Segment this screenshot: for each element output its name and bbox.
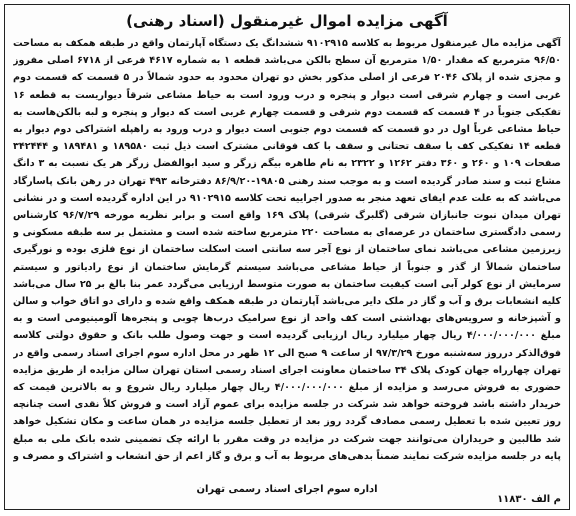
notice-body: آگهی مزایده مال غیرمنقول مربوط به کلاسه ۹۱۰۲۹۱۵ ششدانگ یک دستگاه آپارتمان واقع در طبقه همکف به مساحت ۹۶/۵۰ مترمربع که مقدار ۱/۵۰ مترمربع آن سطح بالکن می‌باشد قطعه ۱ به شماره ۴۶۱۷ فرعی از ۶۷۱۸ اصلی مفروز و مجزی شده از پلاک ۲۰۴۶ فرعی از اصلی مذکور بخش دو تهران محدود به حدود شمالاً در ۵ قسمت که قسمت دوم غربی است و چهارم شرقی است دیوار و پنجره و درب ورود است به حیاط مشاعی شرقاً دیواریست به قطعه ۱۶ تفکیکی جنوباً در ۴ قسمت که قسمت دوم شرقی و قسمت چهارم غربی است که دیوار و پنجره و لبه بالکن‌هاست به حیاط مشاعی غرباً اول در دو قسمت که قسمت دوم جنوبی است دیوار و درب ورود به راهپله اشتراکی دوم دیوار به قطعه ۱۴ تفکیکی کف با سقف تحتانی و سقف با کف فوقانی مشترک است ذیل ثبت ۱۸۹۵۸۰ و ۱۸۹۴۸۱ و ۳۴۲۴۴۴ صفحات ۱۰۹ و ۲۶۰ و ۳۶۰ دفتر ۱۲۶۲ و ۲۳۲۲ به نام طاهره بیگم زرگر و سید ابوالفضل زرگر هر یک نسبت به ۳ دانگ مشاع ثبت و سند صادر گردیده است و به موجب سند رهنی ۱۹۸۰۵-۸۶/۹/۲۰ دفترخانه ۴۹۳ تهران در رهن بانک پاسارگاد می‌باشد که به علت عدم ایفای تعهد منجر به صدور اجراییه تحت کلاسه ۹۱۰۲۹۱۵ در این اداره گردیده است و در نشانی تهران میدان نبوت جانبازان شرقی (گلبرگ شرقی) پلاک ۱۶۹ واقع است و برابر نظریه مورخه ۹۶/۷/۲۹ کارشناس رسمی دادگستری ساختمان در عرصه‌ای به مساحت ۲۲۰ مترمربع ساخته شده است و مشتمل بر سه طبقه مسکونی و زیرزمین مشاعی می‌باشد نمای ساختمان از نوع آجر سه سانتی است اسکلت ساختمان از نوع فلزی بوده و نورگیری ساختمان شمالاً از گذر و جنوباً از حیاط مشاعی می‌باشد سیستم گرمایش ساختمان از نوع رادیاتور و سیستم سرمایش از نوع کولر آبی است کیفیت ساختمان به صورت متوسط ارزیابی می‌گردد عمر بنا بالغ بر ۲۵ سال می‌باشد کلیه انشعابات برق و آب و گاز در ملک دایر می‌باشد آپارتمان در طبقه همکف واقع شده و دارای دو اتاق خواب و سالن و آشپزخانه و سرویس‌های بهداشتی است کف واحد از نوع سرامیک درب‌ها چوبی و پنجره‌ها آلومینیومی است و به مبلغ ۴/۰۰۰/۰۰۰/۰۰۰ ریال چهار میلیارد ریال ارزیابی گردیده است و جهت وصول طلب بانک و حقوق دولتی کلاسه فوق‌الذکر درروز سه‌شنبه مورخ ۹۷/۳/۲۹ از ساعت ۹ صبح الی ۱۲ ظهر در محل اداره سوم اجرای اسناد رسمی واقع در تهران چهارراه جهان کودک پلاک ۳۴ ساختمان معاونت اجرای اسناد رسمی استان تهران سالن مزایده از طریق مزایده حضوری به فروش می‌رسد و مزایده از مبلغ ۴/۰۰۰/۰۰۰/۰۰۰ ریال چهار میلیارد ریال شروع و به بالاترین قیمت که خریدار داشته باشد فروخته خواهد شد شرکت در جلسه مزایده برای عموم آزاد است و فروش کلاً نقدی است چنانچه روز تعیین شده با تعطیل رسمی مصادف گردد روز بعد از تعطیل جلسه مزایده در همان ساعت و مکان تشکیل خواهد شد طالبین و خریداران می‌توانند جهت شرکت در مزایده در وقت مقرر با ارائه چک تضمینی شده بانک ملی به مبلغ پایه در جلسه مزایده شرکت نمایند ضمناً بدهی‌های مربوط به آب و برق و گاز اعم از حق انشعاب و اشتراک و مصرف و xyxy=(13,38,561,462)
title-wrap xyxy=(5,11,569,30)
auction-notice xyxy=(4,4,570,510)
notice-title: آگهی مزایده اموال غیرمنقول (اسناد رهنی) xyxy=(126,12,448,30)
reference-code: م الف ۱۱۸۳۰ xyxy=(497,494,561,505)
issuing-office: اداره سوم اجرای اسناد رسمی تهران xyxy=(196,484,378,495)
